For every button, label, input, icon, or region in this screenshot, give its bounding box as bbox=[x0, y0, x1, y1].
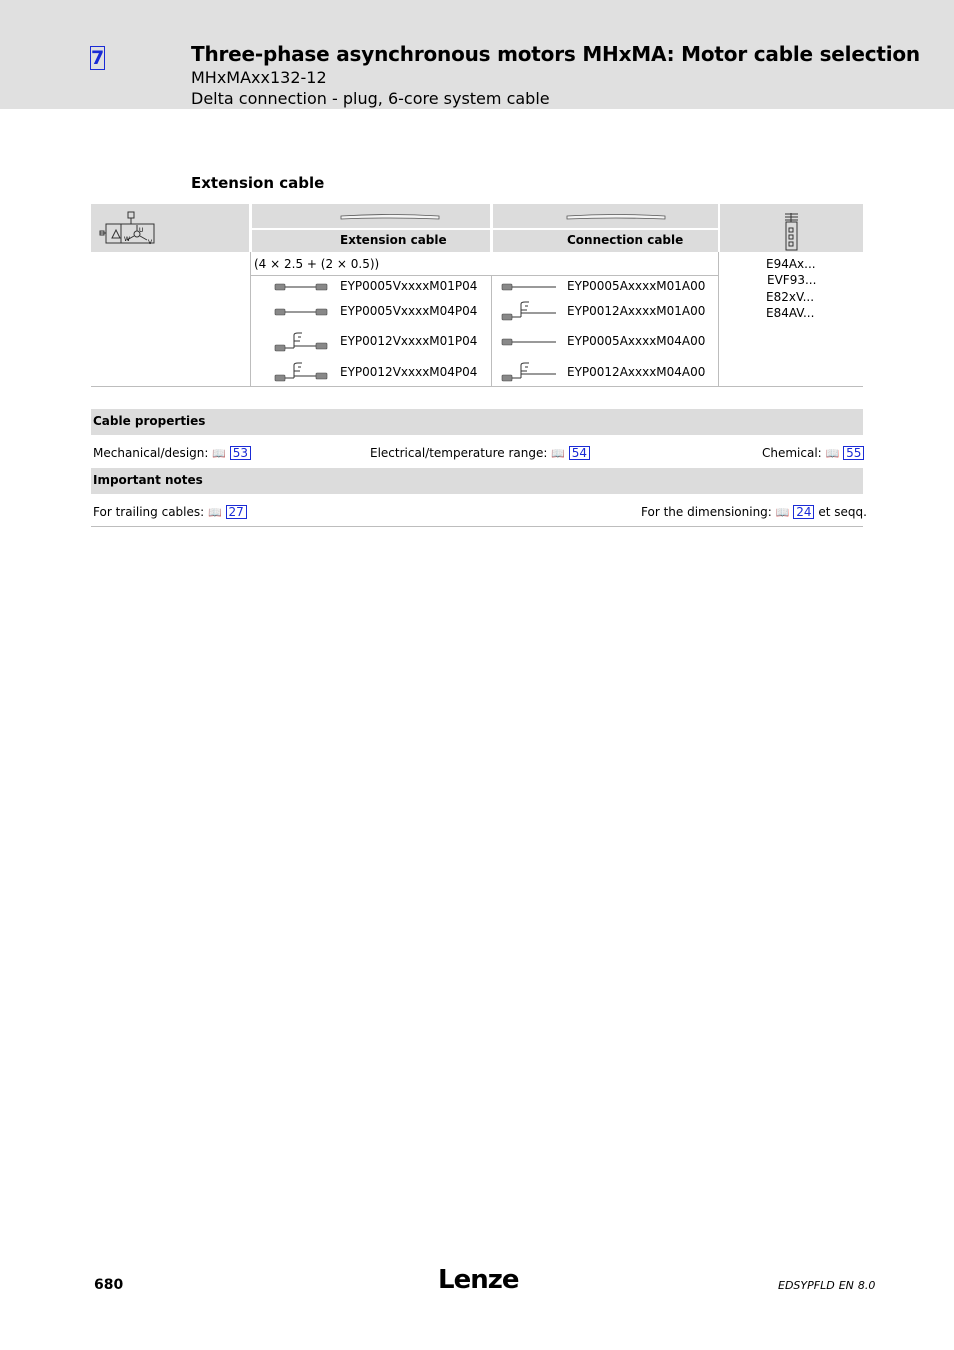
svg-text:W: W bbox=[124, 236, 130, 243]
book-icon: 📖 bbox=[551, 447, 565, 460]
chemical-label: Chemical: bbox=[762, 446, 822, 460]
mechanical-design-ref bbox=[93, 446, 251, 460]
doc-language: EN bbox=[838, 1279, 854, 1292]
trailing-cables-ref bbox=[93, 505, 247, 519]
straight-plug-open-end-icon bbox=[501, 281, 557, 293]
angled-plug-open-end-icon bbox=[501, 361, 557, 385]
connection-cable-header bbox=[493, 230, 718, 252]
drive-item: E84AV... bbox=[766, 306, 815, 320]
book-icon: 📖 bbox=[208, 506, 222, 519]
svg-text:V: V bbox=[148, 239, 153, 244]
cable-icon bbox=[340, 213, 440, 221]
chemical-ref bbox=[762, 446, 864, 460]
table-divider bbox=[491, 276, 492, 386]
drive-item: E82xV... bbox=[766, 290, 815, 304]
inverter-icon bbox=[784, 212, 800, 252]
extension-code: EYP0012VxxxxM01P04 bbox=[340, 334, 478, 348]
dimensioning-page-link[interactable]: 24 bbox=[793, 505, 814, 519]
electrical-label: Electrical/temperature range: bbox=[370, 446, 548, 460]
section-title: Extension cable bbox=[191, 174, 325, 192]
cable-icon bbox=[566, 213, 666, 221]
dimensioning-suffix: et seqq. bbox=[818, 505, 867, 519]
motor-symbol-icon bbox=[99, 210, 157, 244]
drive-item: E94Ax... bbox=[766, 257, 816, 271]
connection-cable-icon-cell bbox=[493, 204, 718, 228]
straight-plug-open-end-icon bbox=[501, 336, 557, 348]
connection-code: EYP0005AxxxxM04A00 bbox=[567, 334, 706, 348]
book-icon: 📖 bbox=[825, 447, 840, 460]
chemical-page-link[interactable]: 55 bbox=[843, 446, 864, 460]
document-id bbox=[778, 1279, 879, 1292]
table-divider bbox=[718, 252, 719, 386]
extension-code: EYP0012VxxxxM04P04 bbox=[340, 365, 478, 379]
connection-code: EYP0012AxxxxM04A00 bbox=[567, 365, 706, 379]
trailing-label: For trailing cables: bbox=[93, 505, 205, 519]
book-icon: 📖 bbox=[212, 447, 226, 460]
table-divider bbox=[250, 275, 719, 276]
electrical-page-link[interactable]: 54 bbox=[569, 446, 590, 460]
notes-bottom-rule bbox=[91, 526, 863, 527]
connection-code: EYP0005AxxxxM01A00 bbox=[567, 279, 706, 293]
chapter-number-link[interactable]: 7 bbox=[91, 47, 105, 69]
cable-properties-header bbox=[91, 409, 863, 435]
extension-cable-icon-cell bbox=[252, 204, 490, 228]
table-bottom-rule bbox=[91, 386, 863, 387]
page-subtitle-connection: Delta connection - plug, 6-core system cable bbox=[191, 89, 550, 108]
page-subtitle-model: MHxMAxx132-12 bbox=[191, 68, 327, 87]
straight-plug-cable-icon bbox=[274, 306, 328, 318]
dimensioning-ref bbox=[641, 505, 867, 519]
angled-plug-cable-icon bbox=[274, 331, 328, 355]
cable-properties-heading: Cable properties bbox=[93, 414, 206, 428]
mechanical-label: Mechanical/design: bbox=[93, 446, 209, 460]
table-divider bbox=[250, 252, 251, 386]
cross-section-value: (4 × 2.5 + (2 × 0.5)) bbox=[254, 257, 380, 271]
extension-cable-label: Extension cable bbox=[340, 233, 447, 247]
svg-text:U: U bbox=[139, 227, 144, 234]
drive-header-cell bbox=[720, 204, 863, 252]
doc-code: EDSYPFLD bbox=[778, 1279, 835, 1292]
angled-plug-cable-icon bbox=[274, 361, 328, 385]
straight-plug-cable-icon bbox=[274, 281, 328, 293]
page-title: Three-phase asynchronous motors MHxMA: Motor cable selection bbox=[191, 42, 920, 66]
page-number: 680 bbox=[94, 1277, 124, 1293]
doc-version: 8.0 bbox=[857, 1279, 876, 1292]
extension-code: EYP0005VxxxxM01P04 bbox=[340, 279, 478, 293]
extension-code: EYP0005VxxxxM04P04 bbox=[340, 304, 478, 318]
extension-cable-header bbox=[252, 230, 490, 252]
dimensioning-label: For the dimensioning: bbox=[641, 505, 772, 519]
angled-plug-open-end-icon bbox=[501, 300, 557, 324]
important-notes-header bbox=[91, 468, 863, 494]
lenze-logo: Lenze bbox=[438, 1265, 519, 1295]
mechanical-page-link[interactable]: 53 bbox=[230, 446, 251, 460]
important-notes-heading: Important notes bbox=[93, 473, 203, 487]
connection-code: EYP0012AxxxxM01A00 bbox=[567, 304, 706, 318]
trailing-page-link[interactable]: 27 bbox=[226, 505, 247, 519]
drive-item: EVF93... bbox=[767, 273, 817, 287]
connection-cable-label: Connection cable bbox=[567, 233, 684, 247]
book-icon: 📖 bbox=[775, 506, 790, 519]
motor-header-cell bbox=[91, 204, 249, 252]
electrical-temperature-ref bbox=[370, 446, 590, 460]
